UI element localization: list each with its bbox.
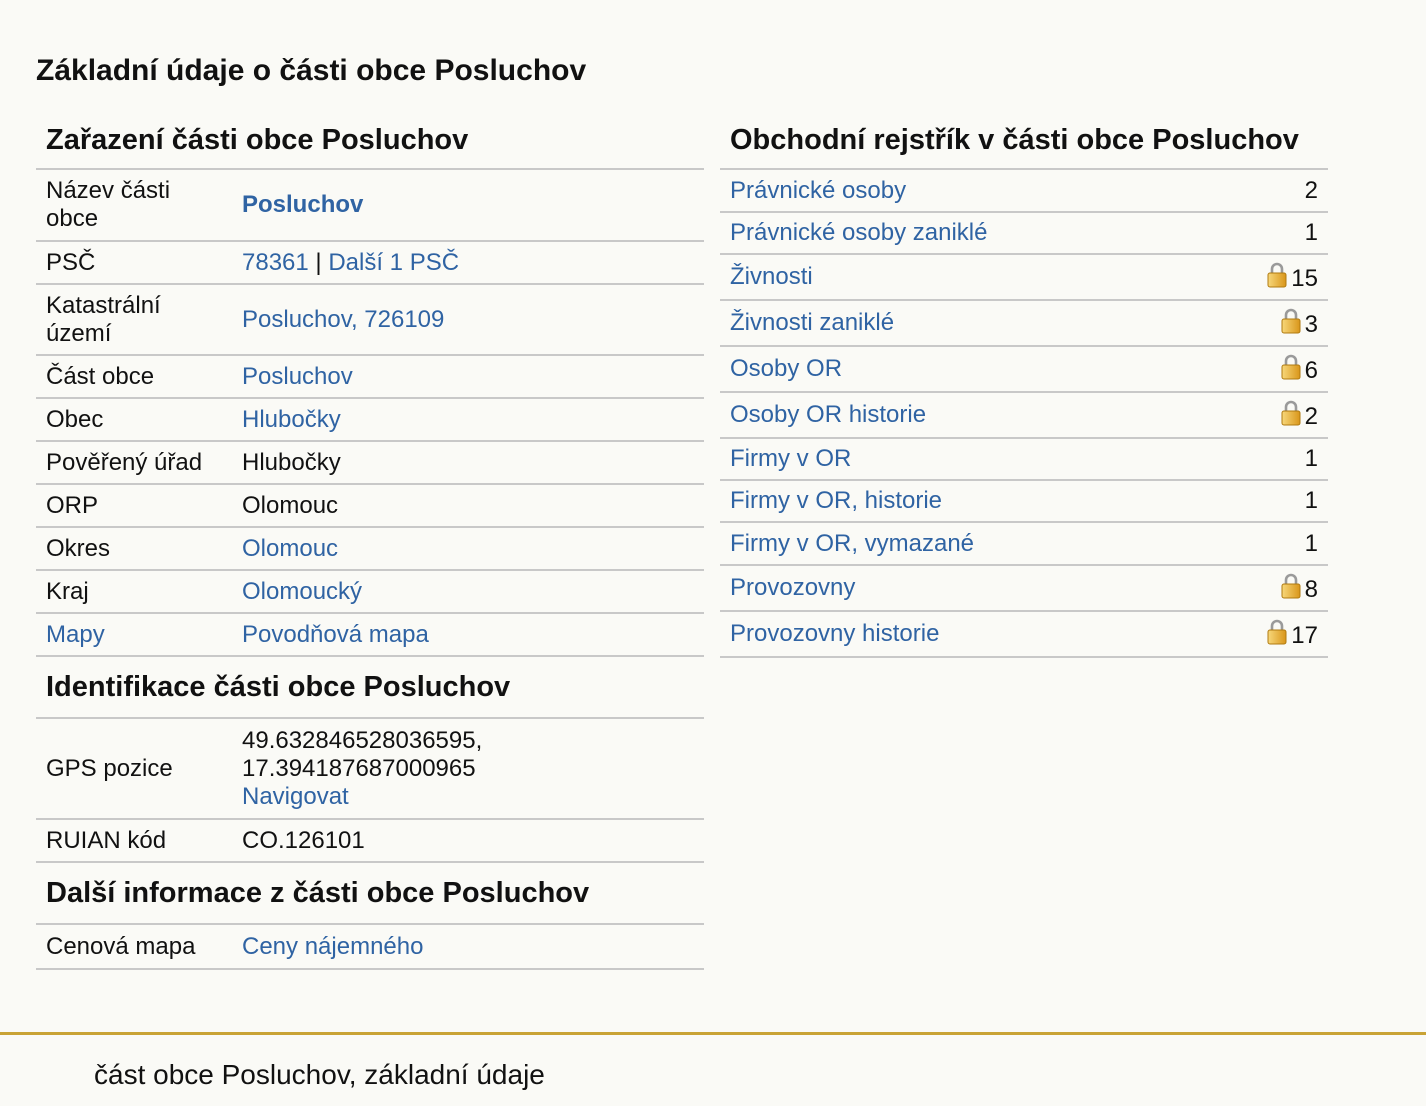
table-row [36,527,704,570]
firmy-or-link[interactable]: Firmy v OR [730,445,852,472]
osoby-or-link[interactable]: Osoby OR [730,355,843,382]
zarazeni-table [36,170,704,657]
pravnicke-osoby-zanikle-count: 1 [1205,212,1328,254]
table-row [720,480,1328,522]
provozovny-count: 8 [1304,575,1318,603]
table-row [36,819,704,862]
dalsi-heading: Další informace z části obce Posluchov [36,863,704,925]
psc-label: PSČ [36,241,232,284]
table-row [720,254,1328,300]
povodnova-mapa-link[interactable]: Povodňová mapa [242,620,429,648]
table-row [720,212,1328,254]
cast-obce-link[interactable]: Posluchov [242,362,353,390]
firmy-or-historie-link[interactable]: Firmy v OR, historie [730,487,943,514]
zarazeni-heading: Zařazení části obce Posluchov [36,112,704,170]
identifikace-heading: Identifikace části obce Posluchov [36,657,704,719]
dalsi-table [36,925,704,970]
table-row [36,284,704,355]
table-row [720,611,1328,657]
lock-icon[interactable] [1281,573,1301,599]
table-row [720,565,1328,611]
firmy-or-count: 1 [1205,438,1328,480]
obec-label: Obec [36,398,232,441]
table-row [36,241,704,284]
katastr-link[interactable]: Posluchov, 726109 [242,305,445,333]
left-column [36,112,704,970]
orp-value: Olomouc [232,484,704,527]
footer [0,1032,1426,1106]
table-row [720,300,1328,346]
table-row [720,346,1328,392]
gps-lat: 49.632846528036595, [242,726,483,754]
zivnosti-zanikle-link[interactable]: Živnosti zaniklé [730,309,895,336]
ceny-najemneho-link[interactable]: Ceny nájemného [242,932,424,960]
page-title: Základní údaje o části obce Posluchov [36,54,587,87]
zivnosti-count: 15 [1291,264,1318,292]
table-row [36,398,704,441]
firmy-or-vymazane-link[interactable]: Firmy v OR, vymazané [730,529,975,557]
firmy-or-vymazane-count: 1 [1205,522,1328,565]
pravnicke-osoby-zanikle-link[interactable]: Právnické osoby zaniklé [730,219,988,246]
table-row [36,719,704,819]
table-row [36,441,704,484]
table-row [36,570,704,613]
rejstrik-table [720,170,1328,658]
psc-link[interactable]: 78361 [242,248,309,276]
ruian-value: CO.126101 [232,819,704,862]
orp-label: ORP [36,484,232,527]
navigate-link[interactable]: Navigovat [242,782,349,810]
kraj-label: Kraj [36,570,232,613]
mapy-link[interactable]: Mapy [46,620,105,648]
table-row [36,484,704,527]
lock-icon[interactable] [1281,308,1301,334]
lock-icon[interactable] [1267,262,1287,288]
table-row [720,522,1328,565]
nazev-label: Název části obce [36,170,232,241]
zivnosti-zanikle-count: 3 [1304,310,1318,338]
lock-icon[interactable] [1281,400,1301,426]
table-row [36,355,704,398]
okres-link[interactable]: Olomouc [242,534,339,562]
table-row [36,613,704,656]
identifikace-table [36,719,704,863]
provozovny-historie-link[interactable]: Provozovny historie [730,620,940,647]
zivnosti-link[interactable]: Živnosti [730,263,813,290]
osoby-or-count: 6 [1304,356,1318,384]
urad-value: Hlubočky [232,441,704,484]
provozovny-historie-count: 17 [1291,621,1318,649]
psc-more-link[interactable]: Další 1 PSČ [328,248,460,276]
cast-obce-label: Část obce [36,355,232,398]
ruian-label: RUIAN kód [36,819,232,862]
table-row [720,170,1328,212]
table-row [36,925,704,969]
table-row [720,438,1328,480]
right-column [720,112,1328,658]
gps-label: GPS pozice [36,719,232,819]
rejstrik-heading: Obchodní rejstřík v části obce Posluchov [720,112,1328,170]
katastr-label: Katastrální území [36,284,232,355]
provozovny-link[interactable]: Provozovny [730,574,856,601]
osoby-or-historie-count: 2 [1304,402,1318,430]
okres-label: Okres [36,527,232,570]
nazev-link[interactable]: Posluchov [242,191,364,218]
table-row [36,170,704,241]
psc-separator: | [308,248,329,276]
kraj-link[interactable]: Olomoucký [242,577,363,605]
lock-icon[interactable] [1267,619,1287,645]
table-row [720,392,1328,438]
footer-text: část obce Posluchov, základní údaje [94,1059,545,1090]
pravnicke-osoby-count: 2 [1205,170,1328,212]
cenova-mapa-label: Cenová mapa [36,925,232,969]
gps-lon: 17.394187687000965 [242,754,476,782]
osoby-or-historie-link[interactable]: Osoby OR historie [730,401,927,428]
lock-icon[interactable] [1281,354,1301,380]
obec-link[interactable]: Hlubočky [242,405,341,433]
firmy-or-historie-count: 1 [1205,480,1328,522]
pravnicke-osoby-link[interactable]: Právnické osoby [730,176,907,204]
urad-label: Pověřený úřad [36,441,232,484]
